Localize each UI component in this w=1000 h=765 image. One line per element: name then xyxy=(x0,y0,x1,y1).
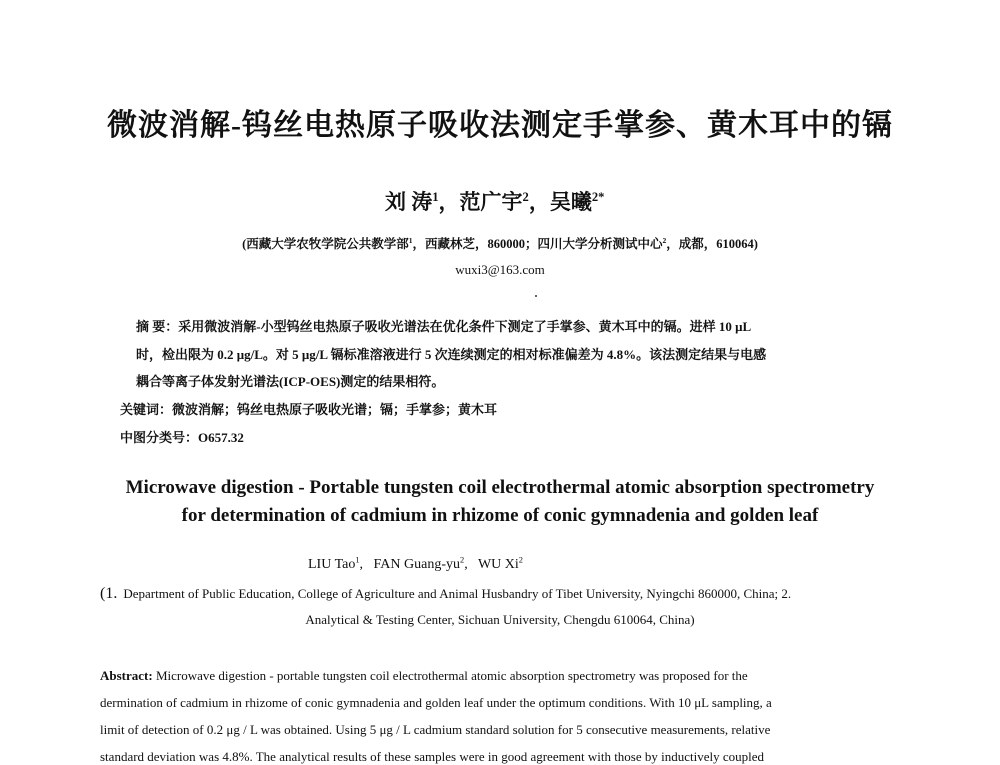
author-separator: , xyxy=(359,557,374,572)
affiliation-part: ，西藏林芝，860000；四川大学分析测试中心 xyxy=(412,237,663,251)
classification-number xyxy=(120,427,244,446)
english-title-line-2: for determination of cadmium in rhizome of conic gymnadenia and golden leaf xyxy=(181,505,819,526)
english-affiliation-line-1 xyxy=(100,585,791,603)
chinese-keywords xyxy=(120,399,497,418)
author-3-name: 吴曦 xyxy=(549,190,592,214)
author-1-affil-mark: 1 xyxy=(355,555,360,565)
author-2-name: 范广宇 xyxy=(459,190,523,214)
author-3-name: WU Xi xyxy=(477,557,519,572)
author-2-affil-mark: 2 xyxy=(522,190,529,204)
english-abstract-line: limit of detection of 0.2 μg / L was obtained. Using 5 μg / L cadmium standard solution for 5 consecutive measurements, relative xyxy=(100,722,771,737)
english-abstract-line: standard deviation was 4.8%. The analytical results of these samples were in good agreement with those by inductively coupled xyxy=(100,749,765,764)
author-2-affil-mark: 2 xyxy=(460,555,465,565)
english-affiliation-line-2: Analytical & Testing Center, Sichuan University, Chengdu 610064, China) xyxy=(305,612,695,627)
chinese-authors xyxy=(385,186,604,216)
chinese-abstract-label: 摘 要： xyxy=(136,319,179,334)
affiliation-mark: 1 xyxy=(408,235,413,245)
keywords-text: 微波消解；钨丝电热原子吸收光谱；镉；手掌参；黄木耳 xyxy=(172,402,498,417)
english-abstract-text: Microwave digestion - portable tungsten coil electrothermal atomic absorption spectrometry was proposed for the xyxy=(152,668,748,683)
english-title-line-1: Microwave digestion - Portable tungsten coil electrothermal atomic absorption spectrometry xyxy=(125,477,875,498)
english-abstract-label: Abstract: xyxy=(100,668,153,683)
affiliation-part: (西藏大学农牧学院公共教学部 xyxy=(242,237,409,251)
author-1-affil-mark: 1 xyxy=(432,190,439,204)
chinese-abstract-line xyxy=(136,316,751,335)
affiliation-part: ，成都，610064) xyxy=(666,237,758,251)
author-1-name: 刘 涛 xyxy=(385,190,433,214)
speck-mark xyxy=(535,295,537,297)
author-2-name: FAN Guang-yu xyxy=(373,557,461,572)
author-1-name: LIU Tao xyxy=(308,557,356,572)
chinese-abstract-line: 时，检出限为 0.2 μg/L。对 5 μg/L 镉标准溶液进行 5 次连续测定的相对标准偏差为 4.8%。该法测定结果与电感 xyxy=(136,347,767,362)
keywords-label: 关键词： xyxy=(120,402,173,417)
classification-value: O657.32 xyxy=(198,430,244,445)
english-abstract-line xyxy=(100,668,748,684)
chinese-abstract-text: 采用微波消解-小型钨丝电热原子吸收光谱法在优化条件下测定了手掌参、黄木耳中的镉。进样 10 μL xyxy=(178,319,752,334)
affiliation-text: Department of Public Education, College of Agriculture and Animal Husbandry of Tibet University, Nyingchi 860000, China; 2. xyxy=(123,586,792,601)
author-3-affil-mark: 2* xyxy=(591,190,605,204)
affiliation-number: (1. xyxy=(100,585,118,602)
chinese-title: 微波消解-钨丝电热原子吸收法测定手掌参、黄木耳中的镉 xyxy=(107,109,893,142)
english-abstract-line: dermination of cadmium in rhizome of conic gymnadenia and golden leaf under the optimum conditions. With 10 μL sampling, a xyxy=(100,695,772,710)
chinese-abstract-line: 耦合等离子体发射光谱法(ICP-OES)测定的结果相符。 xyxy=(136,374,445,389)
chinese-affiliation xyxy=(0,234,1000,252)
classification-label: 中图分类号： xyxy=(120,430,199,445)
affiliation-mark: 2 xyxy=(662,235,667,245)
author-separator: , xyxy=(464,557,478,572)
author-3-affil-mark: 2 xyxy=(518,555,523,565)
author-separator: ， xyxy=(438,190,460,214)
contact-email: wuxi3@163.com xyxy=(455,262,545,277)
english-authors xyxy=(308,557,523,573)
author-separator: ， xyxy=(528,190,550,214)
